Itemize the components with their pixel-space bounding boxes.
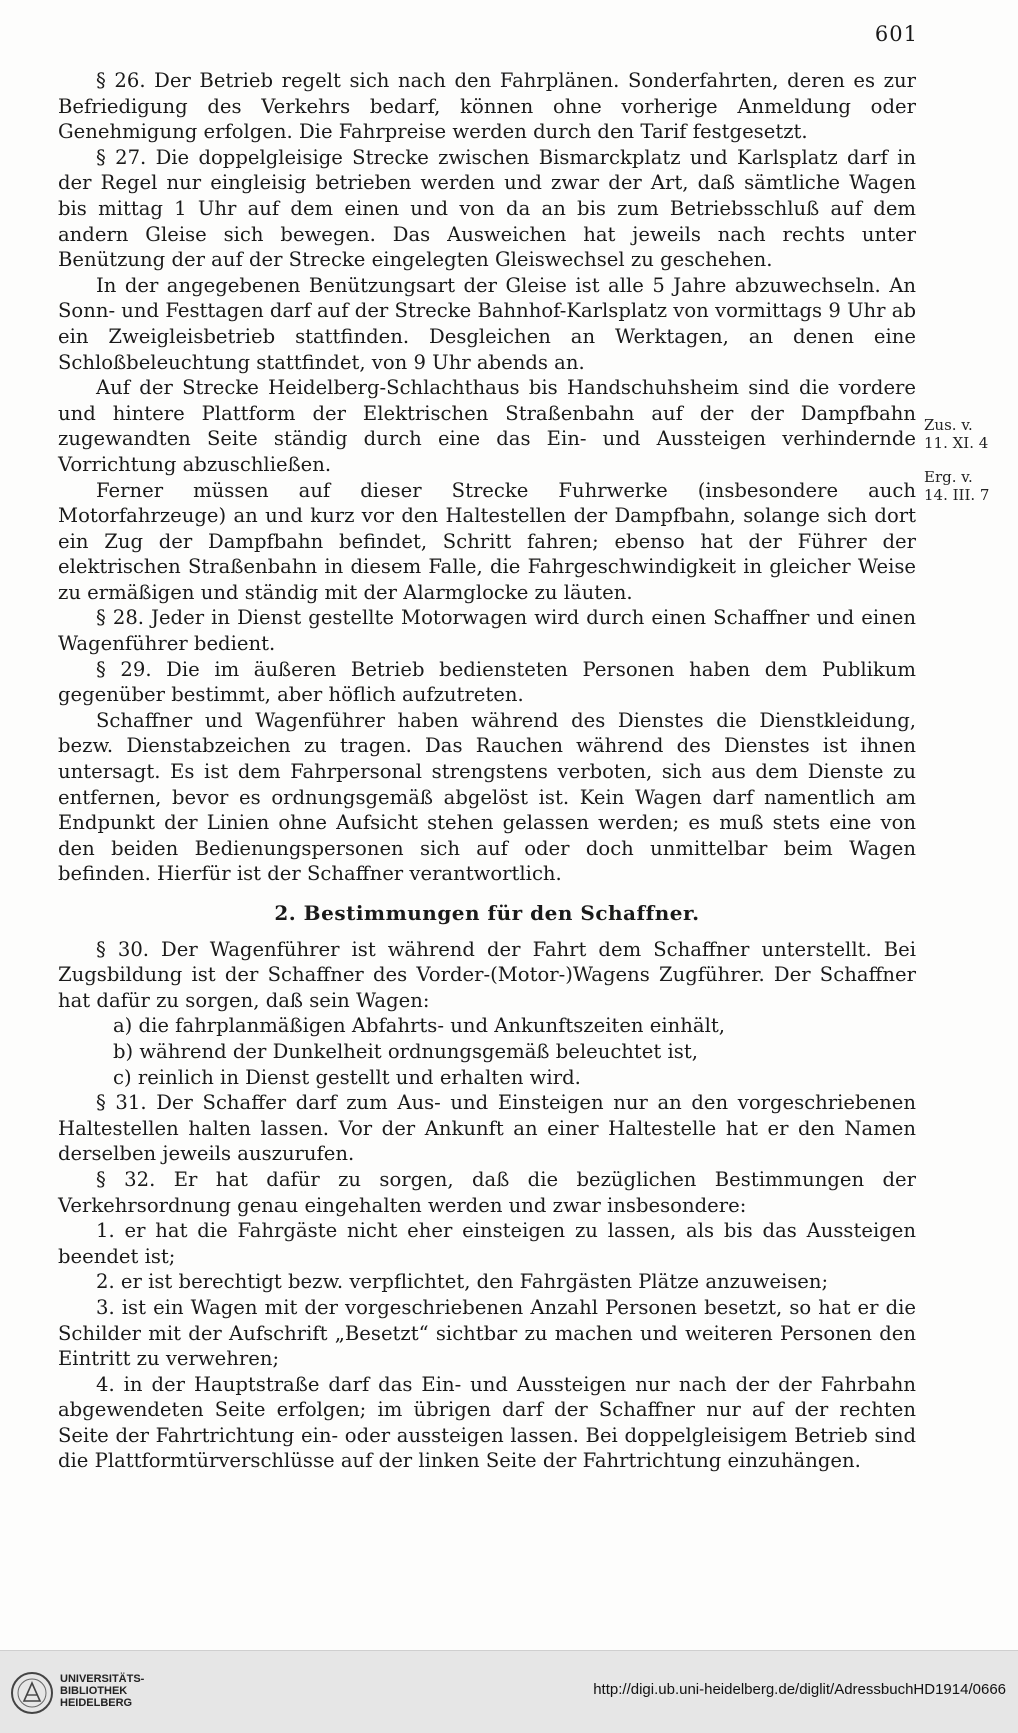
list-item-c: c) reinlich in Dienst gestellt und erhalten wird. — [113, 1065, 581, 1089]
paragraph-31: § 31. Der Schaffer darf zum Aus- und Einsteigen nur an den vorgeschriebenen Haltestellen halten lassen. Vor der Ankunft an einer Haltestelle hat er den Namen derselben jeweils auszurufen. — [58, 1091, 916, 1166]
paragraph-32-item-2: 2. er ist berechtigt bezw. verpflichtet, den Fahrgästen Plätze anzuweisen; — [96, 1270, 829, 1294]
paragraph-26: § 26. Der Betrieb regelt sich nach den Fahrplänen. Sonderfahrten, deren es zur Befriedigung des Verkehrs bedarf, können ohne vorherige Anmeldung oder Genehmigung erfolgen. Die Fahrpreise werden durch den Tarif festgesetzt. — [58, 69, 916, 144]
source-url-link[interactable]: http://digi.ub.uni-heidelberg.de/diglit/AdressbuchHD1914/0666 — [593, 1681, 1006, 1698]
list-item-a: a) die fahrplanmäßigen Abfahrts- und Ankunftszeiten einhält, — [113, 1014, 725, 1038]
paragraph-29-b: Schaffner und Wagenführer haben während des Dienstes die Dienstkleidung, bezw. Dienstabzeichen zu tragen. Das Rauchen während des Dienstes ist ihnen untersagt. Es ist dem Fahrpersonal strengstens verboten, sich aus dem Dienste zu entfernen, bevor es ordnungsgemäß abgelöst ist. Kein Wagen darf namentlich am Endpunkt der Linien ohne Aufsicht stehen gelassen werden; es muß stets eine von den beiden Bedienungspersonen sich auf oder doch unmittelbar beim Wagen befinden. Hierfür ist der Schaffner verantwortlich. — [58, 708, 916, 886]
university-seal-icon — [10, 1671, 54, 1715]
list-item-b: b) während der Dunkelheit ordnungsgemäß beleuchtet ist, — [113, 1039, 698, 1063]
paragraph-30: § 30. Der Wagenführer ist während der Fahrt dem Schaffner unterstellt. Bei Zugsbildung ist der Schaffner des Vorder-(Motor-)Wagens Zugführer. Der Schaffner hat dafür zu sorgen, daß sein Wagen: — [58, 937, 916, 1012]
paragraph-28: § 28. Jeder in Dienst gestellte Motorwagen wird durch einen Schaffner und einen Wagenführer bedient. — [58, 606, 916, 656]
logo-line-1: UNIVERSITÄTS- — [60, 1673, 145, 1685]
footer-bar — [0, 1650, 1018, 1733]
margin-note-2-line2: 14. III. 7 — [924, 486, 990, 504]
paragraph-32-item-3: 3. ist ein Wagen mit der vorgeschriebenen Anzahl Personen besetzt, so hat er die Schilder mit der Aufschrift „Besetzt“ sichtbar zu machen und weiteren Personen den Eintritt zu verwehren; — [58, 1295, 916, 1371]
logo-line-2: BIBLIOTHEK — [60, 1685, 128, 1697]
library-logo-text — [60, 1673, 144, 1709]
paragraph-27-b: In der angegebenen Benützungsart der Gleise ist alle 5 Jahre abzuwechseln. An Sonn- und Festtagen darf auf der Strecke Bahnhof-Karlsplatz von vormittags 9 Uhr ab ein Zweigleisbetrieb stattfinden. Desgleichen an Werktagen, an denen eine Schloßbeleuchtung stattfindet, von 9 Uhr abends an. — [58, 273, 916, 374]
paragraph-27: § 27. Die doppelgleisige Strecke zwischen Bismarckplatz und Karlsplatz darf in der Regel nur eingleisig betrieben werden und zwar der Art, daß sämtliche Wagen bis mittag 1 Uhr auf dem einen und von da an bis zum Betriebsschluß auf dem andern Gleise sich bewegen. Das Ausweichen hat jeweils nach rechts unter Benützung der auf der Strecke eingelegten Gleiswechsel zu geschehen. — [58, 145, 916, 272]
margin-note-1-line1: Zus. v. — [924, 416, 973, 434]
paragraph-32-item-4: 4. in der Hauptstraße darf das Ein- und Aussteigen nur nach der der Fahrbahn abgewendeten Seite erfolgen; im übrigen darf der Schaffner nur auf der rechten Seite der Fahrtrichtung ein- oder aussteigen lassen. Bei doppelgleisigem Betrieb sind die Plattformtürverschlüsse auf der linken Seite der Fahrtrichtung einzuhängen. — [58, 1372, 916, 1473]
paragraph-29: § 29. Die im äußeren Betrieb bediensteten Personen haben dem Publikum gegenüber bestimmt, aber höflich aufzutreten. — [58, 657, 916, 707]
margin-note-1-line2: 11. XI. 4 — [924, 434, 989, 452]
paragraph-32: § 32. Er hat dafür zu sorgen, daß die bezüglichen Bestimmungen der Verkehrsordnung genau eingehalten werden und zwar insbesondere: — [58, 1167, 916, 1217]
document-body — [58, 68, 916, 1474]
section-heading: 2. Bestimmungen für den Schaffner. — [274, 901, 700, 925]
margin-note-1 — [924, 416, 1014, 452]
paragraph-27-d: Ferner müssen auf dieser Strecke Fuhrwerke (insbesondere auch Motorfahrzeuge) an und kurz vor den Haltestellen der Dampfbahn, solange sich dort ein Zug der Dampfbahn befindet, Schritt fahren; ebenso hat der Führer der elektrischen Straßenbahn in diesem Falle, die Fahrgeschwindigkeit in gleicher Weise zu ermäßigen und ständig mit der Alarmglocke zu läuten. — [58, 478, 916, 604]
paragraph-27-c: Auf der Strecke Heidelberg-Schlachthaus bis Handschuhsheim sind die vordere und hintere Plattform der Elektrischen Straßenbahn auf der der Dampfbahn zugewandten Seite ständig durch eine das Ein- und Aussteigen verhindernde Vorrichtung abzuschließen. — [58, 376, 916, 476]
logo-line-3: HEIDELBERG — [60, 1697, 133, 1709]
margin-note-2 — [924, 468, 1014, 504]
paragraph-32-item-1: 1. er hat die Fahrgäste nicht eher einsteigen zu lassen, als bis das Aussteigen beendet ist; — [58, 1219, 916, 1268]
page-number: 601 — [874, 22, 918, 46]
margin-note-2-line1: Erg. v. — [924, 468, 973, 486]
